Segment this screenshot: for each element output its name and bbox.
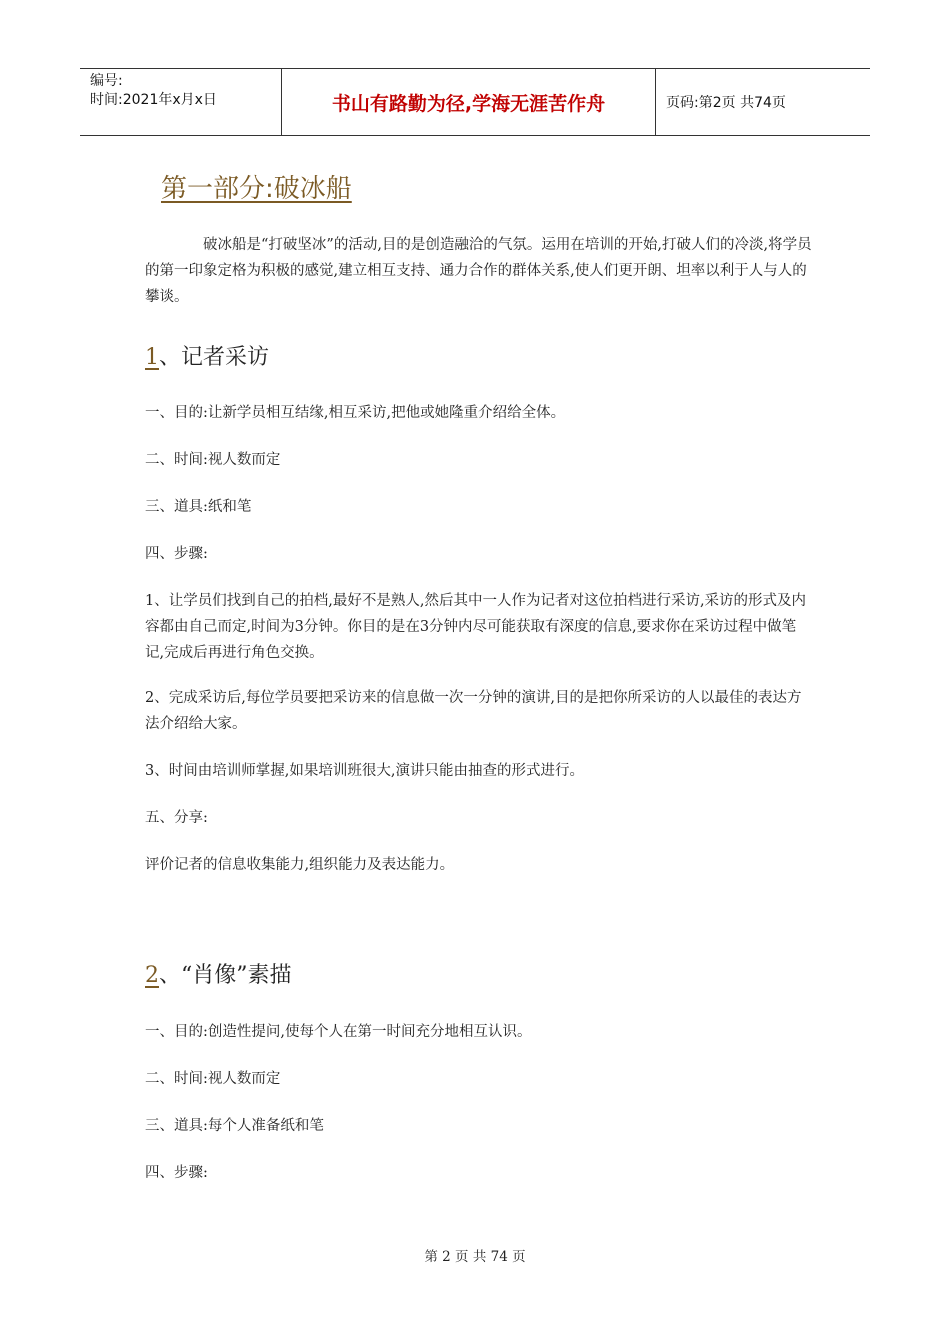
section1-share-text: 评价记者的信息收集能力,组织能力及表达能力。 — [145, 857, 455, 873]
section1-props: 三、道具:纸和笔 — [145, 499, 252, 515]
part-title: 第一部分:破冰船 — [161, 174, 352, 204]
section1-step-3: 3、时间由培训师掌握,如果培训班很大,演讲只能由抽查的形式进行。 — [145, 763, 584, 779]
header-table — [80, 68, 870, 136]
section2-purpose: 一、目的:创造性提问,使每个人在第一时间充分地相互认识。 — [145, 1024, 532, 1040]
header-left-cell — [80, 69, 282, 135]
date-label: 时间:2021年x月x日 — [90, 92, 217, 108]
section1-title-text: 、记者采访 — [159, 345, 270, 370]
section2-props: 三、道具:每个人准备纸和笔 — [145, 1118, 324, 1134]
page-footer: 第 2 页 共 74 页 — [424, 1249, 526, 1265]
section1-purpose: 一、目的:让新学员相互结缘,相互采访,把他或她隆重介绍给全体。 — [145, 405, 566, 421]
section2-steps-label: 四、步骤: — [145, 1165, 208, 1181]
section2-number: 2 — [145, 963, 159, 988]
section2-title-text: 、“肖像”素描 — [159, 963, 292, 988]
number-label: 编号: — [90, 73, 123, 89]
section1-step-2: 2、完成采访后,每位学员要把采访来的信息做一次一分钟的演讲,目的是把你所采访的人以最佳的表达方法介绍给大家。 — [145, 690, 802, 732]
section1-share-label: 五、分享: — [145, 810, 208, 826]
section1-number: 1 — [145, 345, 159, 370]
section2-time: 二、时间:视人数而定 — [145, 1071, 281, 1087]
section2-title — [145, 958, 292, 989]
section1-title — [145, 340, 269, 371]
section1-time: 二、时间:视人数而定 — [145, 452, 281, 468]
section1-steps-label: 四、步骤: — [145, 546, 208, 562]
intro-paragraph: 破冰船是“打破坚冰”的活动,目的是创造融洽的气氛。运用在培训的开始,打破人们的冷淡,将学员的第一印象定格为积极的感觉,建立相互支持、通力合作的群体关系,使人们更开朗、坦率以利于人与人的攀谈。 — [145, 237, 812, 305]
header-page-info: 页码:第2页 共74页 — [666, 95, 786, 111]
header-motto: 书山有路勤为径,学海无涯苦作舟 — [282, 69, 656, 135]
section1-step-1: 1、让学员们找到自己的拍档,最好不是熟人,然后其中一人作为记者对这位拍档进行采访,采访的形式及内容都由自己而定,时间为3分钟。你目的是在3分钟内尽可能获取有深度的信息,要求你在采访过程中做笔记,完成后再进行角色交换。 — [145, 593, 807, 661]
